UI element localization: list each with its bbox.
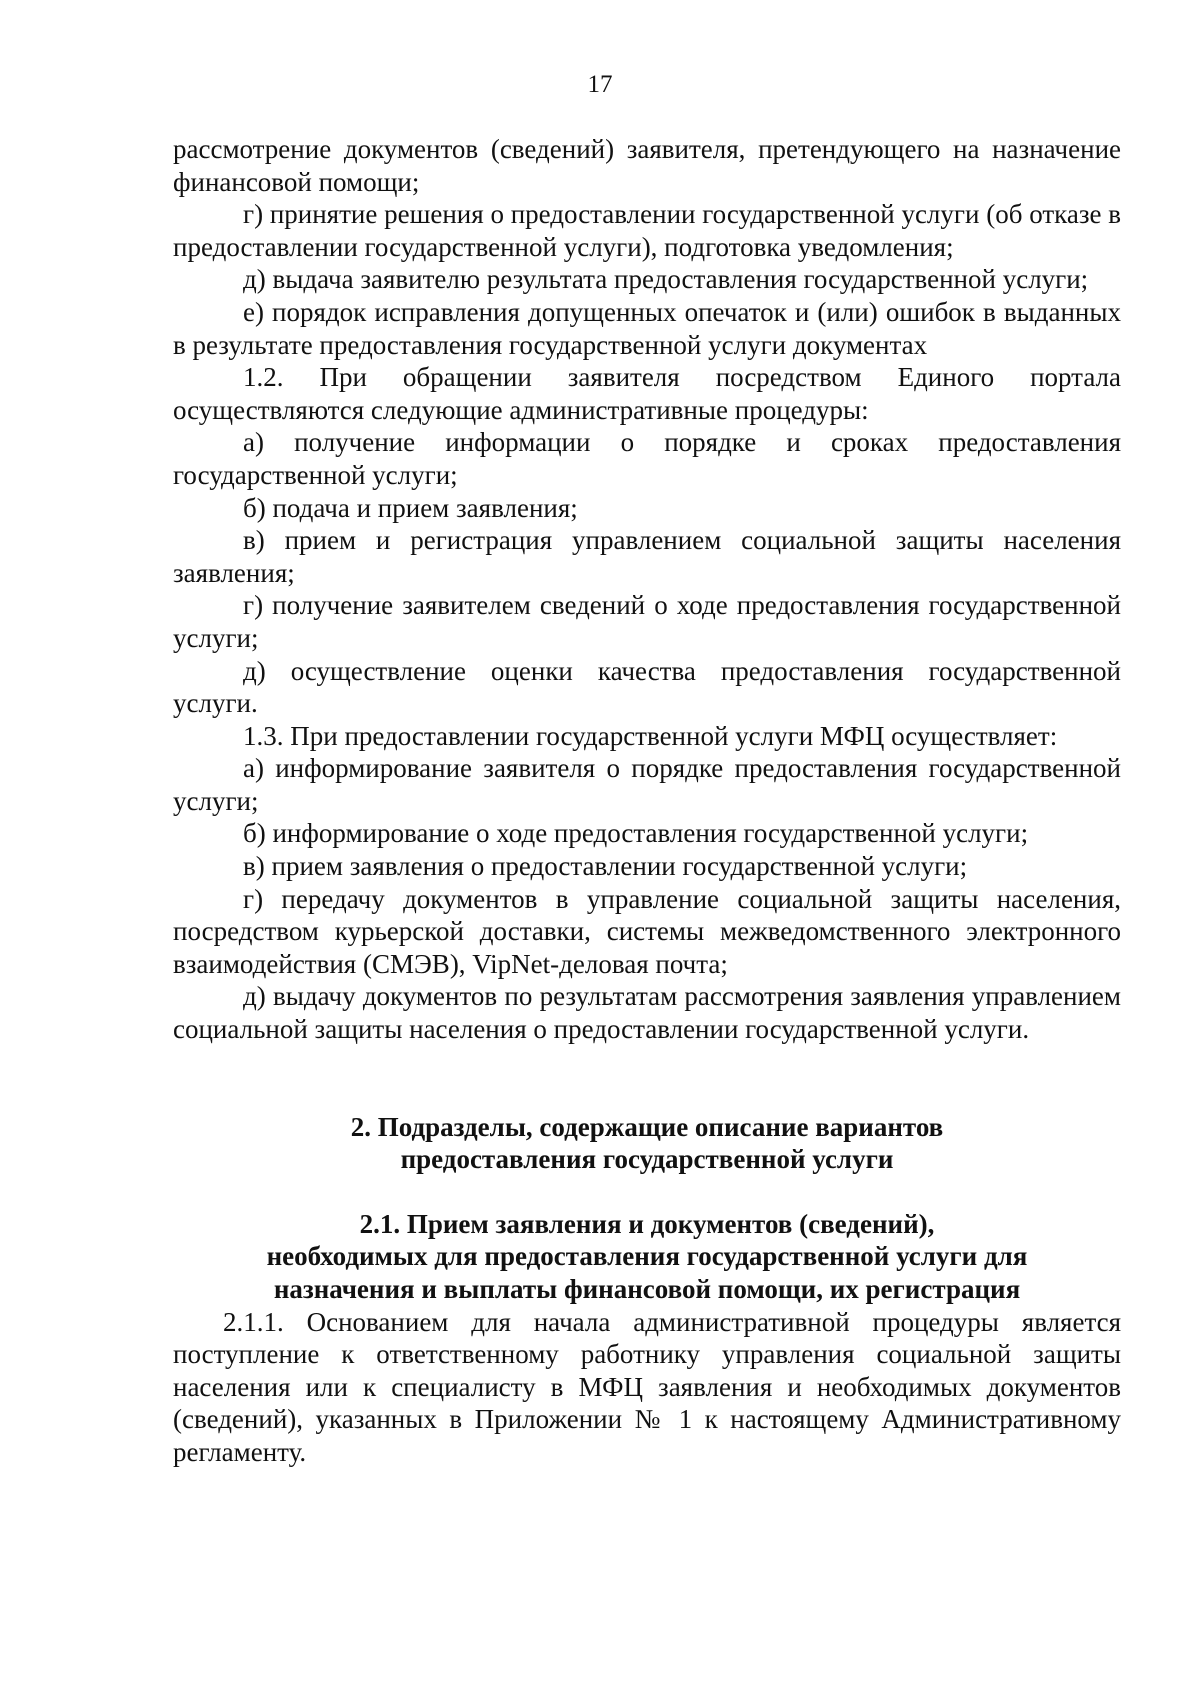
heading-line: предоставления государственной услуги (400, 1144, 894, 1175)
heading-line: 2. Подразделы, содержащие описание вариантов (350, 1111, 944, 1142)
paragraph: б) информирование о ходе предоставления государственной услуги; (243, 818, 1029, 849)
paragraph: г) получение заявителем сведений о ходе предоставления государственной услуги; (173, 590, 1121, 653)
heading-line: назначения и выплаты финансовой помощи, их регистрация (273, 1274, 1021, 1304)
paragraph: д) осуществление оценки качества предоставления государственной услуги. (173, 655, 1121, 719)
paragraph: д) выдача заявителю результата предоставления государственной услуги; (243, 264, 1089, 295)
paragraph: г) передачу документов в управление социальной защиты населения, посредством курьерской доставки, системы межведомственного электронного взаимодействия (СМЭВ), VipNet-деловая почта; (173, 883, 1121, 979)
paragraph-2-1-1: 2.1.1. Основанием для начала административной процедуры является поступление к ответственному работнику управления социальной защиты населения или к специалисту в МФЦ заявления и необходимых документов (сведений), указанных в Приложении № 1 к настоящему Административному регламенту. (173, 1306, 1121, 1467)
paragraph: д) выдачу документов по результатам рассмотрения заявления управлением социальной защиты населения о предоставлении государственной услуги. (173, 981, 1121, 1045)
document-body (173, 133, 1121, 1469)
section-2-heading (173, 1111, 1121, 1176)
section-2-1-heading (173, 1208, 1121, 1306)
page-number: 17 (587, 71, 613, 98)
paragraph: а) получение информации о порядке и сроках предоставления государственной услуги; (173, 427, 1121, 490)
paragraph: в) прием и регистрация управлением социальной защиты населения заявления; (173, 525, 1121, 588)
paragraph: 1.2. При обращении заявителя посредством Единого портала осуществляются следующие административные процедуры: (173, 362, 1121, 425)
heading-line: 2.1. Прием заявления и документов (сведений), (359, 1208, 935, 1239)
paragraph: г) принятие решения о предоставлении государственной услуги (об отказе в предоставлении государственной услуги), подготовка уведомления; (173, 199, 1121, 262)
paragraph: е) порядок исправления допущенных опечаток и (или) ошибок в выданных в результате предоставления государственной услуги документах (173, 296, 1121, 360)
paragraph: в) прием заявления о предоставлении государственной услуги; (243, 851, 968, 882)
paragraph: рассмотрение документов (сведений) заявителя, претендующего на назначение финансовой помощи; (173, 134, 1121, 197)
heading-line: необходимых для предоставления государственной услуги для (266, 1241, 1028, 1272)
paragraph: а) информирование заявителя о порядке предоставления государственной услуги; (173, 753, 1121, 816)
paragraph: б) подача и прием заявления; (243, 492, 578, 523)
paragraph: 1.3. При предоставлении государственной услуги МФЦ осуществляет: (243, 720, 1058, 751)
